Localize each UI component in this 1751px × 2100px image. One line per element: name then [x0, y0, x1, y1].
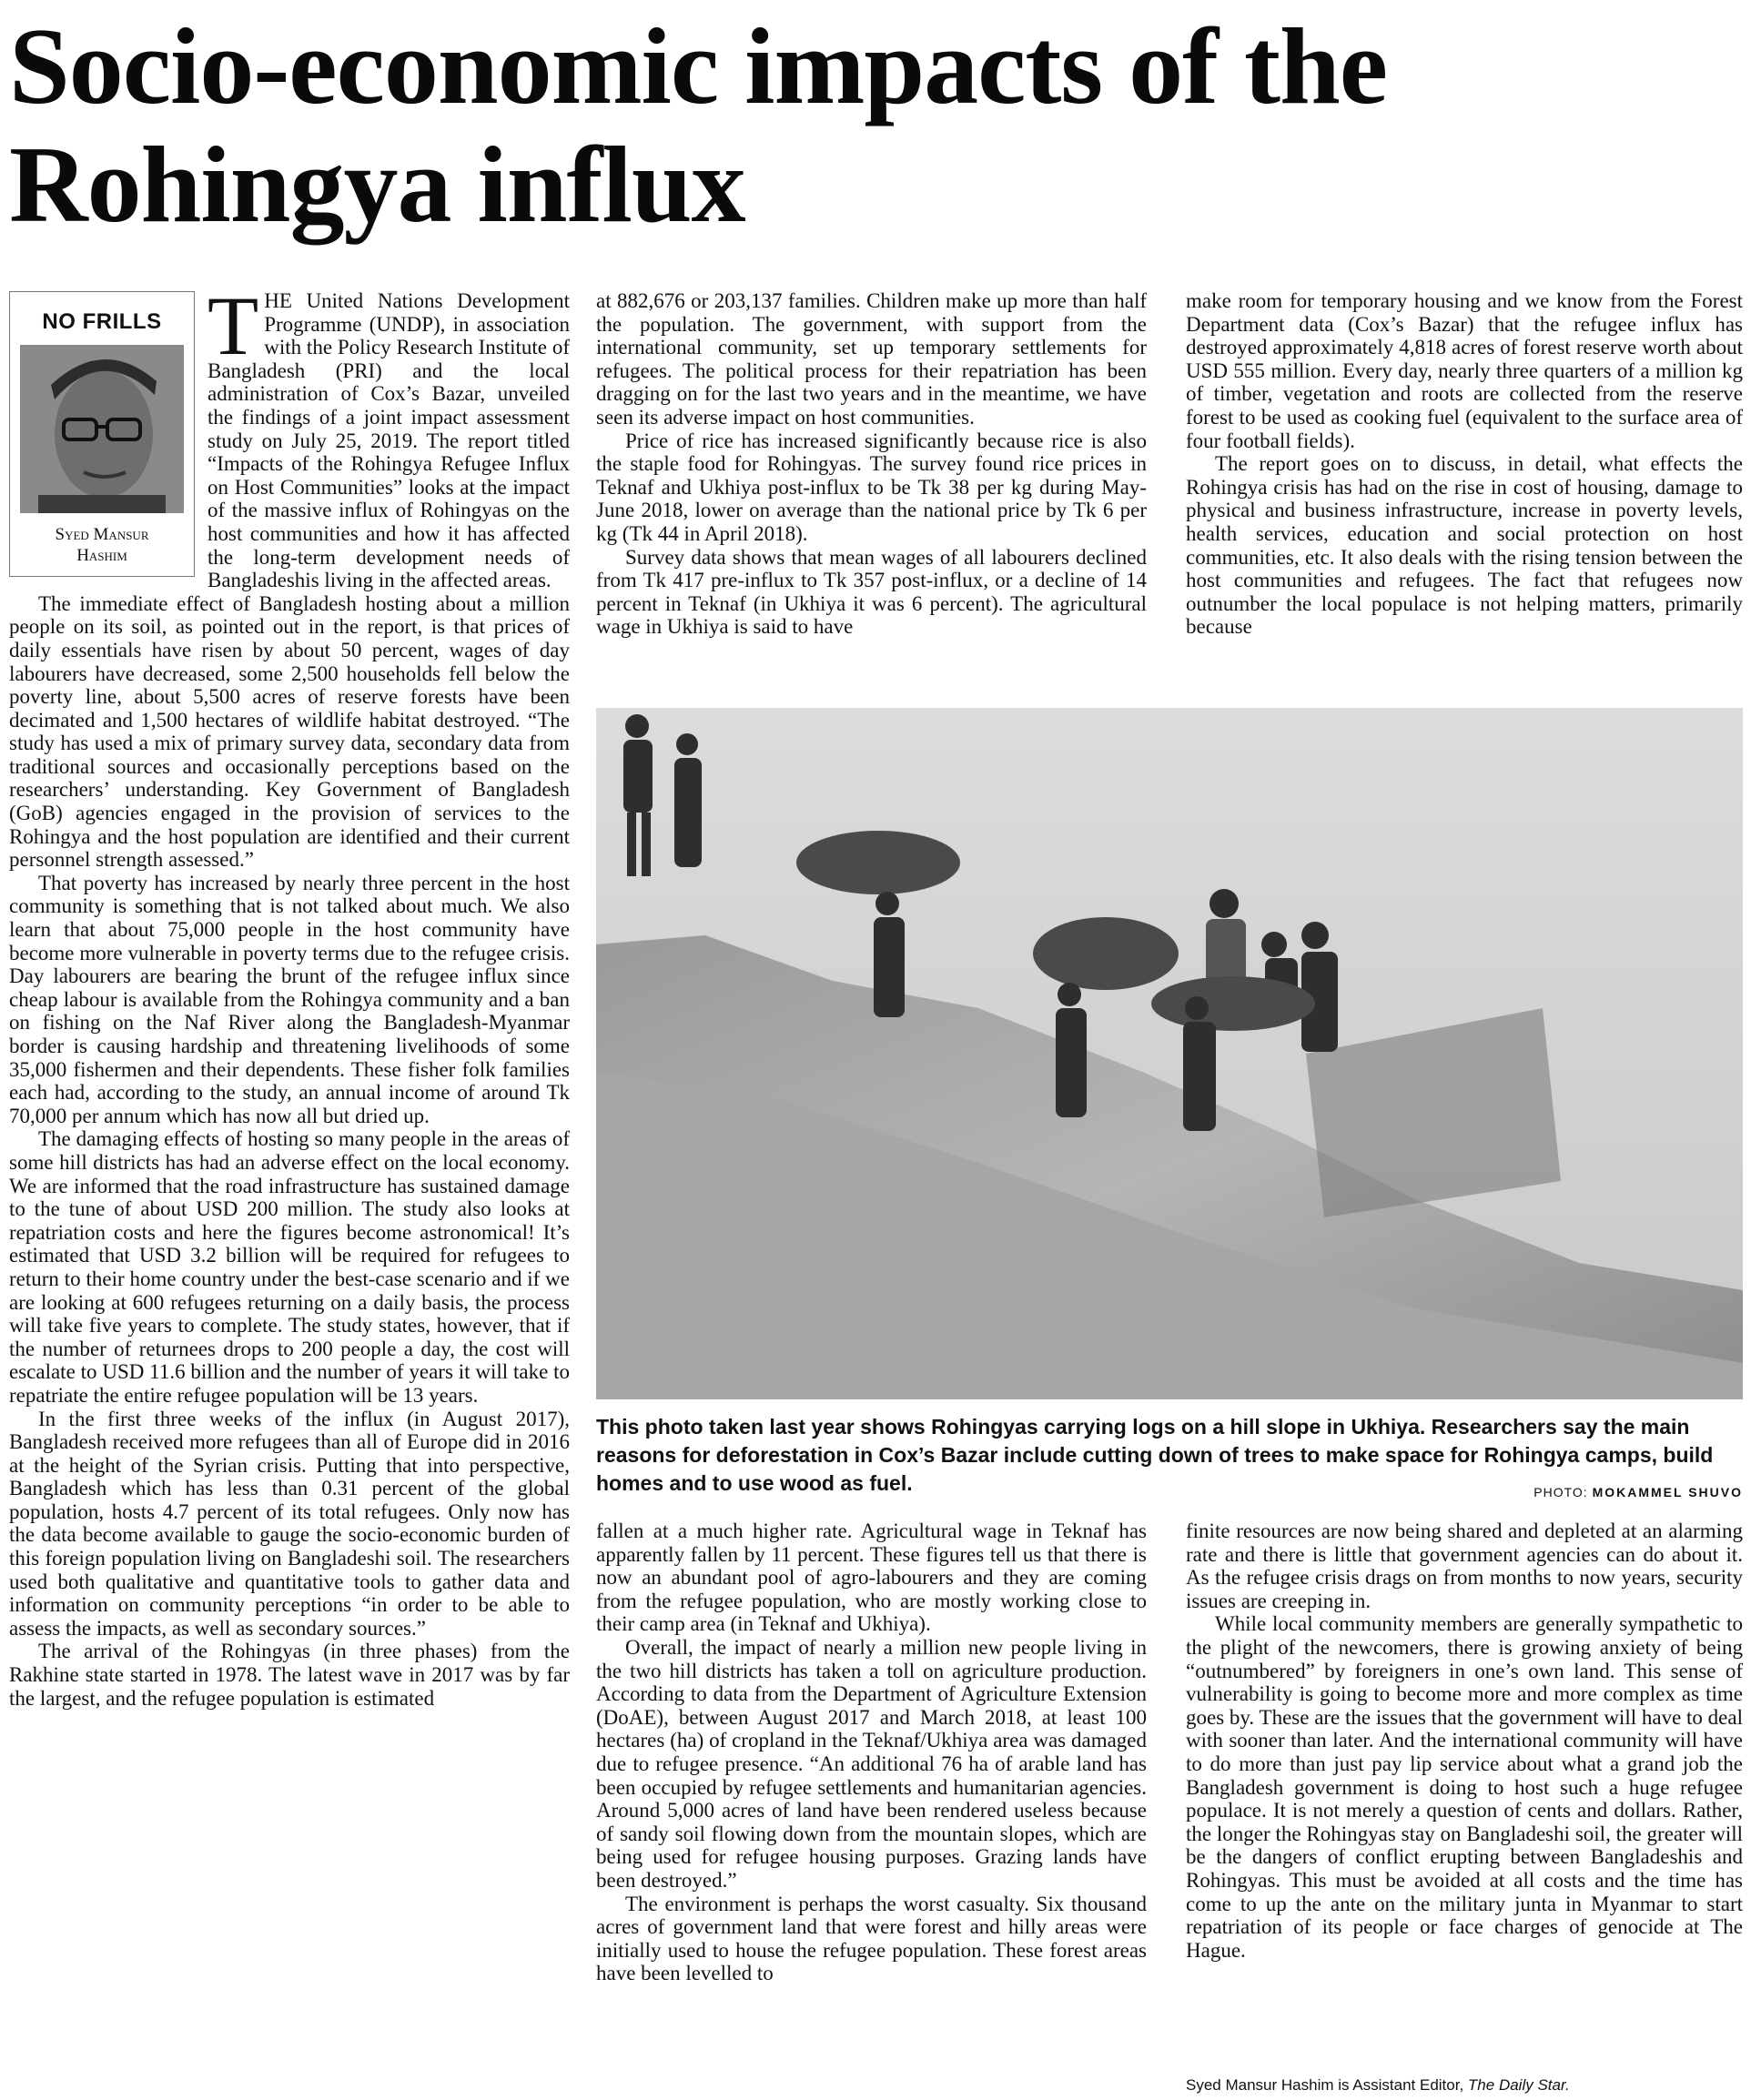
author-last-name: Hashim [76, 545, 127, 565]
author-note [1186, 2076, 1743, 2095]
credit-label: PHOTO: [1533, 1485, 1588, 1499]
column-tag: NO FRILLS [42, 309, 162, 334]
paragraph: at 882,676 or 203,137 families. Children make up more than half the population. The government, with support from the international community, set up temporary settlements for refugees. The political process for their repatriation has been dragging on for the last two years and in the meantime, we have seen its adverse impact on host communities. [596, 289, 1147, 429]
paragraph: fallen at a much higher rate. Agricultural wage in Teknaf has apparently fallen by 11 percent. These figures tell us that there is now an abundant pool of agro-labourers and they are coming from the refugee population, who are mostly working close to their camp area (in Teknaf and Ukhiya). [596, 1519, 1147, 1636]
author-first-name: Syed Mansur [55, 524, 149, 544]
author-photo [20, 345, 184, 513]
drop-cap: T [207, 279, 259, 372]
paragraph: That poverty has increased by nearly three percent in the host community is something that is not talked about much. We also learn that about 75,000 people in the host community have become more vulnerable in poverty terms due to the refugee crisis. Day labourers are bearing the brunt of the refugee influx since cheap labour is available from the Rohingya community and a ban on fishing on the Naf River along the Bangladesh-Myanmar border is causing hardship and threatening livelihoods of some 35,000 fishermen and their dependents. These fisher folk families each had, according to the study, an annual income of around Tk 70,000 per annum which has now all but dried up. [9, 871, 570, 1127]
article-column-1 [9, 279, 570, 1710]
paragraph: The damaging effects of hosting so many people in the areas of some hill districts has had an adverse effect on the local economy. We are informed that the road infrastructure has sustained damage to the tune of about USD 200 million. The study also looks at repatriation costs and here the figures become astronomical! It’s estimated that USD 3.2 billion will be required for refugees to return to their home country under the best-case scenario and if we are looking at 600 refugees returning on a daily basis, the process will take five years to complete. The study states, however, that if the number of returnees drops to 200 people a day, the cost will escalate to USD 11.6 billion and the number of years it will take to repatriate the entire refugee population will be 13 years. [9, 1127, 570, 1407]
paragraph: The arrival of the Rohingyas (in three phases) from the Rakhine state started in 1978. The latest wave in 2017 was by far the largest, and the refugee population is estimated [9, 1640, 570, 1710]
article-column-2-top [596, 289, 1147, 639]
byline-box [9, 291, 195, 577]
paragraph: Price of rice has increased significantly because rice is also the staple food for Rohingyas. The survey found rice prices in Teknaf and Ukhiya post-influx to be Tk 38 per kg during May-June 2018, lower on average than the national price by Tk 6 per kg (Tk 44 in April 2018). [596, 429, 1147, 545]
author-note-text: Syed Mansur Hashim is Assistant Editor, [1186, 2076, 1464, 2094]
photo-credit [1533, 1485, 1743, 1499]
news-photo [596, 708, 1743, 1399]
paragraph: The immediate effect of Bangladesh hosting about a million people on its soil, as pointed out in the report, is that prices of daily essentials have risen by about 50 percent, wages of day labourers have decreased, some 2,500 households fell below the poverty line, about 5,500 acres of reserve forests have been decimated and 1,500 hectares of wildlife habitat destroyed. “The study has used a mix of primary survey data, secondary data from traditional sources and occasionally perceptions based on the researchers’ understanding. Key Government of Bangladesh (GoB) agencies engaged in the provision of services to the Rohingya and the host population are identified and their current personnel strength assessed.” [9, 591, 570, 872]
article-column-2-bottom [596, 1519, 1147, 1985]
paragraph: While local community members are generally sympathetic to the plight of the newcomers, there is growing anxiety of being “outnumbered” by foreigners in one’s own land. This sense of vulnerability is going to become more and more complex as time goes by. These are the issues that the government will have to deal with sooner than later. And the international community will have to do more than just pay lip service about what a grand job the Bangladesh government is doing to host such a huge refugee populace. It is not merely a question of cents and dollars. Rather, the longer the Rohingyas stay on Bangladeshi soil, the greater will be the dangers of conflict erupting between Bangladeshis and Rohingyas. This must be avoided at all costs and the time has come to up the ante on the military junta in Myanmar to start repatriation of its people or face charges of genocide at The Hague. [1186, 1612, 1743, 1962]
author-name [10, 524, 194, 566]
paragraph: Survey data shows that mean wages of all labourers declined from Tk 417 pre-influx to Tk 357 post-influx, or a decline of 14 percent in Teknaf (in Ukhiya it was 6 percent). The agricultural wage in Ukhiya is said to have [596, 545, 1147, 639]
paragraph: make room for temporary housing and we know from the Forest Department data (Cox’s Bazar) that the refugee influx has destroyed approximately 4,818 acres of forest reserve worth about USD 555 million. Every day, nearly three quarters of a million kg of timber, vegetation and roots are collected from the reserve forest to be used as cooking fuel (equivalent to the surface area of four football fields). [1186, 289, 1743, 452]
paragraph: The environment is perhaps the worst casualty. Six thousand acres of government land that were forest and hilly areas were initially used to house the refugee population. These forest areas have been levelled to [596, 1892, 1147, 1985]
headline: Socio-economic impacts of the Rohingya influx [9, 5, 1388, 245]
paragraph: finite resources are now being shared and depleted at an alarming rate and there is little that government agencies can do about it. As the refugee crisis drags on from months to now years, security issues are creeping in. [1186, 1519, 1743, 1612]
paragraph: The report goes on to discuss, in detail, what effects the Rohingya crisis has had on the rise in cost of housing, damage to physical and business infrastructure, increase in poverty levels, health services, education and social protection on host communities, etc. It also deals with the rising tension between the host communities and refugees. The fact that refugees now outnumber the local populace is not helping matters, primarily because [1186, 452, 1743, 639]
paragraph: In the first three weeks of the influx (in August 2017), Bangladesh received more refugees than all of Europe did in 2016 at the height of the Syrian crisis. Putting that into perspective, Bangladesh which has less than 0.31 percent of the global population, hosts 4.7 percent of its total refugees. Only now has the data become available to gauge the socio-economic burden of this foreign population living on Bangladeshi soil. The researchers used both qualitative and quantitative tools to gather data and information on community perceptions “in order to be able to assess the impacts, as well as secondary sources.” [9, 1407, 570, 1640]
publication-name: The Daily Star. [1467, 2076, 1570, 2094]
paragraph: Overall, the impact of nearly a million new people living in the two hill districts has taken a toll on agriculture production. According to data from the Department of Agriculture Extension (DoAE), between August 2017 and March 2018, at least 100 hectares (ha) of cropland in the Teknaf/Ukhiya area was damaged due to refugee presence. “An additional 76 ha of arable land has been occupied by refugee settlements and humanitarian agencies. Around 5,000 acres of land have been rendered useless because of sandy soil flowing down from the mountain slopes, which are being used for refugee housing purposes. Grazing lands have been destroyed.” [596, 1635, 1147, 1892]
article-column-3-top [1186, 289, 1743, 639]
credit-name: MOKAMMEL SHUVO [1592, 1485, 1743, 1499]
photo-caption: This photo taken last year shows Rohingyas carrying logs on a hill slope in Ukhiya. Researchers say the main reasons for deforestation in Cox’s Bazar include cutting down of trees to make space for Rohingya camps, build homes and to use wood as fuel. [596, 1415, 1714, 1495]
paragraph: HE United Nations Development Programme (UNDP), in association with the Policy Research Institute of Bangladesh (PRI) and the local administration of Cox’s Bazar, unveiled the findings of a joint impact assessment study on July 25, 2019. The report titled “Impacts of the Rohingya Refugee Influx on Host Communities” looks at the impact of the massive influx of Rohingyas on the host communities and how it has affected the long-term development needs of Bangladeshis living in the affected areas. [207, 289, 570, 592]
article-column-3-bottom [1186, 1519, 1743, 1962]
